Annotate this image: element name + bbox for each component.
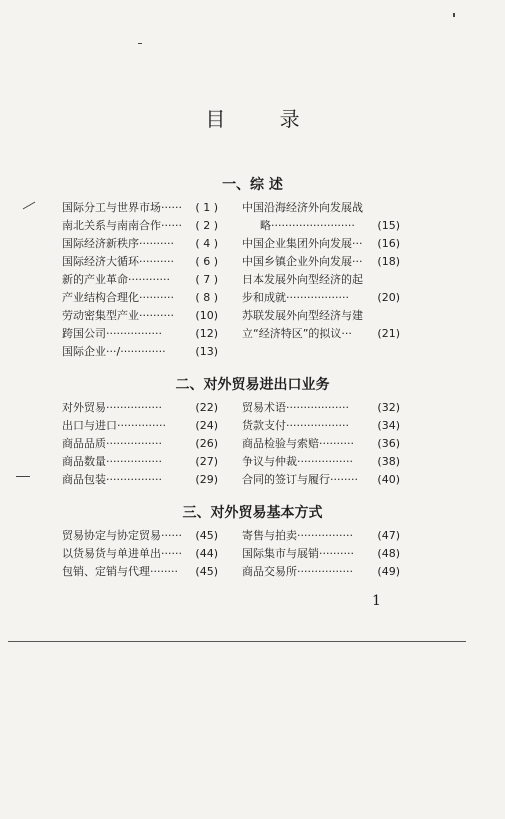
toc-entry-title: 贸易协定与协定贸易······ xyxy=(62,529,182,542)
toc-entry-page: (38) xyxy=(377,455,400,468)
toc-entry-title: 寄售与拍卖················ xyxy=(242,529,353,542)
toc-entry[interactable] xyxy=(62,326,218,342)
toc-entry-page: ( 2 ) xyxy=(195,219,218,232)
toc-entry-title: 以货易货与单进单出······ xyxy=(62,547,182,560)
toc-entry-title: 国际经济大循环·········· xyxy=(62,255,174,268)
toc-entry[interactable] xyxy=(242,272,400,288)
toc-entry-page: (45) xyxy=(195,529,218,542)
toc-entry[interactable] xyxy=(242,472,400,488)
toc-entry[interactable] xyxy=(62,344,218,360)
toc-entry-title: 出口与进口·············· xyxy=(62,419,166,432)
toc-entry[interactable] xyxy=(62,418,218,434)
toc-entry[interactable] xyxy=(62,218,218,234)
toc-entry[interactable] xyxy=(242,418,400,434)
page-bottom-rule xyxy=(8,641,466,642)
toc-entry-title: 包销、定销与代理········ xyxy=(62,565,178,578)
toc-entry[interactable] xyxy=(62,290,218,306)
toc-entry-title: 劳动密集型产业·········· xyxy=(62,309,174,322)
toc-entry-page: (47) xyxy=(377,529,400,542)
toc-entry[interactable] xyxy=(62,546,218,562)
section-heading-import-export: 二、对外贸易进出口业务 xyxy=(175,377,330,393)
toc-entry-title: 国际经济新秩序·········· xyxy=(62,237,174,250)
toc-entry-title: 货款支付·················· xyxy=(242,419,349,432)
section-heading-overview: 一、综 述 xyxy=(222,177,283,193)
toc-entry-title: 产业结构合理化·········· xyxy=(62,291,174,304)
toc-entry[interactable] xyxy=(242,454,400,470)
toc-entry-title: 中国沿海经济外向发展战 xyxy=(242,201,363,214)
toc-entry-title: 争议与仲裁················ xyxy=(242,455,353,468)
toc-entry[interactable] xyxy=(62,400,218,416)
toc-entry-page: ( 7 ) xyxy=(195,273,218,286)
toc-entry[interactable] xyxy=(242,308,400,324)
toc-entry-page: ( 6 ) xyxy=(195,255,218,268)
toc-entry-page: ( 1 ) xyxy=(195,201,218,214)
toc-entry[interactable] xyxy=(62,272,218,288)
toc-entry[interactable] xyxy=(62,454,218,470)
toc-entry-page: (40) xyxy=(377,473,400,486)
toc-entry[interactable] xyxy=(260,218,400,234)
toc-entry-page: (20) xyxy=(377,291,400,304)
toc-entry-page: (49) xyxy=(377,565,400,578)
toc-entry-page: ( 8 ) xyxy=(195,291,218,304)
toc-entry[interactable] xyxy=(242,236,400,252)
toc-entry[interactable] xyxy=(242,564,400,580)
toc-entry-title: 中国企业集团外向发展··· xyxy=(242,237,363,250)
toc-entry[interactable] xyxy=(242,290,400,306)
toc-entry[interactable] xyxy=(242,436,400,452)
toc-entry-title: 略························ xyxy=(260,219,355,232)
toc-entry-page: (45) xyxy=(195,565,218,578)
toc-entry-title: 苏联发展外向型经济与建 xyxy=(242,309,363,322)
toc-entry[interactable] xyxy=(242,546,400,562)
toc-entry-page: (27) xyxy=(195,455,218,468)
toc-entry-page: ( 4 ) xyxy=(195,237,218,250)
toc-entry-title: 中国乡镇企业外向发展··· xyxy=(242,255,363,268)
toc-entry-title: 立“经济特区”的拟议··· xyxy=(242,327,352,340)
scan-speck xyxy=(16,476,30,477)
toc-entry[interactable] xyxy=(62,254,218,270)
toc-entry[interactable] xyxy=(62,472,218,488)
scan-speck xyxy=(453,13,455,17)
toc-entry-title: 商品数量················ xyxy=(62,455,162,468)
toc-entry-title: 商品检验与索赔·········· xyxy=(242,437,354,450)
toc-entry-page: (24) xyxy=(195,419,218,432)
toc-entry[interactable] xyxy=(242,326,400,342)
toc-entry-title: 南北关系与南南合作······ xyxy=(62,219,182,232)
toc-entry-page: (26) xyxy=(195,437,218,450)
toc-entry-page: (32) xyxy=(377,401,400,414)
toc-entry[interactable] xyxy=(62,436,218,452)
page-number: 1 xyxy=(372,593,381,609)
toc-entry-title: 新的产业革命············ xyxy=(62,273,170,286)
toc-entry-page: (22) xyxy=(195,401,218,414)
toc-entry[interactable] xyxy=(242,254,400,270)
toc-entry[interactable] xyxy=(62,528,218,544)
toc-entry-page: (48) xyxy=(377,547,400,560)
toc-entry-title: 国际企业···/············· xyxy=(62,345,166,358)
toc-entry-page: (10) xyxy=(195,309,218,322)
scan-speck xyxy=(138,43,142,44)
toc-entry-page: (13) xyxy=(195,345,218,358)
toc-entry[interactable] xyxy=(242,200,400,216)
toc-entry-page: (16) xyxy=(377,237,400,250)
toc-entry-page: (18) xyxy=(377,255,400,268)
toc-entry-page: (44) xyxy=(195,547,218,560)
toc-entry-title: 步和成就·················· xyxy=(242,291,349,304)
scan-speck xyxy=(23,202,36,210)
toc-entry-title: 对外贸易················ xyxy=(62,401,162,414)
toc-entry-title: 贸易术语·················· xyxy=(242,401,349,414)
toc-entry[interactable] xyxy=(62,200,218,216)
toc-entry-page: (36) xyxy=(377,437,400,450)
toc-entry-title: 商品包装················ xyxy=(62,473,162,486)
toc-entry-title: 日本发展外向型经济的起 xyxy=(242,273,363,286)
toc-entry-title: 国际集市与展销·········· xyxy=(242,547,354,560)
toc-entry-title: 合同的签订与履行········ xyxy=(242,473,358,486)
toc-entry[interactable] xyxy=(62,308,218,324)
toc-entry-title: 跨国公司················ xyxy=(62,327,162,340)
toc-entry-page: (21) xyxy=(377,327,400,340)
toc-entry-page: (34) xyxy=(377,419,400,432)
toc-entry-title: 国际分工与世界市场······ xyxy=(62,201,182,214)
toc-entry-page: (29) xyxy=(195,473,218,486)
toc-entry[interactable] xyxy=(62,564,218,580)
toc-entry-page: (15) xyxy=(377,219,400,232)
toc-entry-title: 商品品质················ xyxy=(62,437,162,450)
section-heading-trade-methods: 三、对外贸易基本方式 xyxy=(182,505,323,521)
toc-entry[interactable] xyxy=(62,236,218,252)
toc-entry-page: (12) xyxy=(195,327,218,340)
page-title: 目 录 xyxy=(205,107,324,131)
toc-entry-title: 商品交易所················ xyxy=(242,565,353,578)
toc-entry[interactable] xyxy=(242,528,400,544)
toc-entry[interactable] xyxy=(242,400,400,416)
